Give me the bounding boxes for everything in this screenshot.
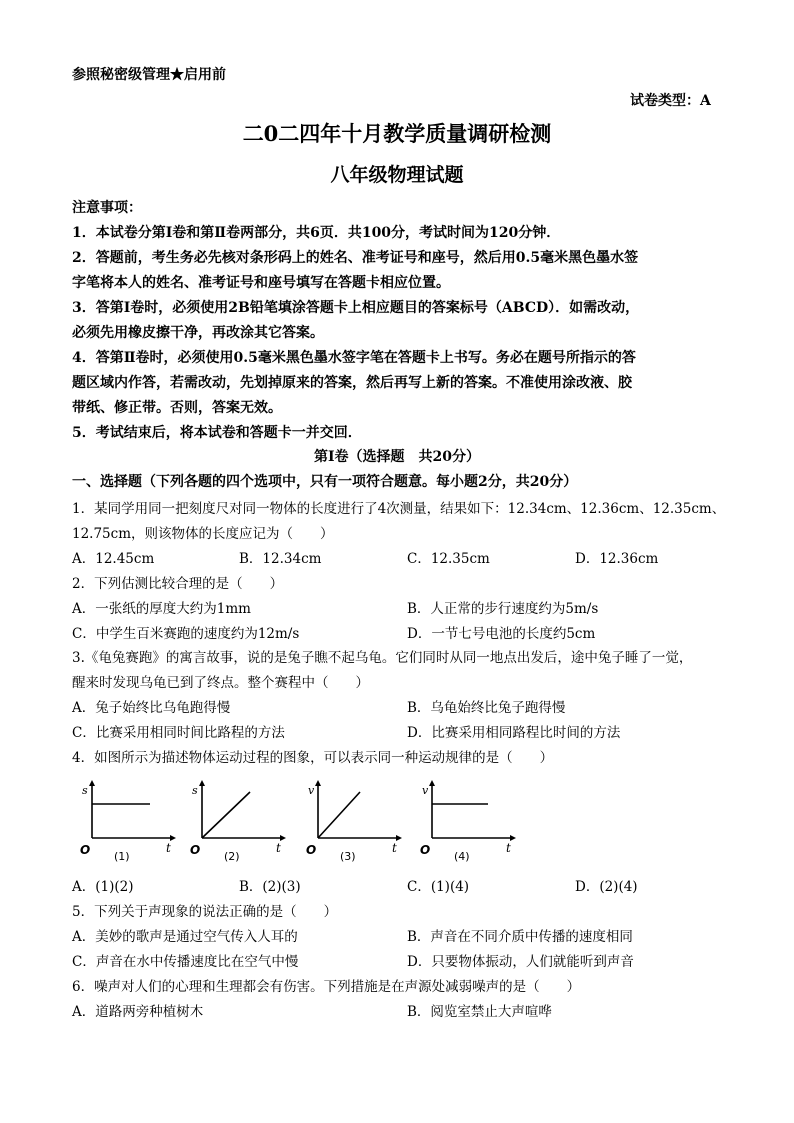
notice-line: 必须先用橡皮擦干净，再改涂其它答案。	[72, 325, 324, 341]
notice-heading: 注意事项：	[72, 200, 142, 216]
option-c: C．中学生百米赛跑的速度约为12m/s	[72, 626, 300, 642]
option-b: B．阅览室禁止大声喧哗	[407, 1004, 552, 1020]
option-b: B．声音在不同介质中传播的速度相同	[407, 929, 633, 945]
exam-title: 二0二四年十月教学质量调研检测	[242, 121, 552, 146]
motion-graph-3	[304, 780, 404, 868]
option-a: A．美妙的歌声是通过空气传入人耳的	[72, 929, 298, 945]
option-b: B．人正常的步行速度约为5m/s	[407, 601, 599, 617]
notice-line: 题区域内作答，若需改动，先划掉原来的答案，然后再写上新的答案。不准使用涂改液、胶	[72, 375, 632, 391]
graph-label: (4)	[454, 850, 470, 863]
axis-label-y: s	[192, 784, 198, 797]
motion-graph-4	[418, 780, 518, 868]
notice-line: 4．答第Ⅱ卷时，必须使用0.5毫米黑色墨水签字笔在答题卡上书写。务必在题号所指示的答	[72, 350, 636, 366]
graph-label: (1)	[114, 850, 130, 863]
option-a: A．一张纸的厚度大约为1mm	[72, 601, 251, 617]
graph-label: (3)	[340, 850, 356, 863]
axis-label-x: t	[276, 841, 281, 855]
notice-line: 3．答第Ⅰ卷时，必须使用2B铅笔填涂答题卡上相应题目的答案标号（ABCD）．如需改动，	[72, 300, 640, 316]
option-a: A．12.45cm	[72, 551, 155, 567]
motion-graph-2	[188, 780, 288, 868]
secret-level-label: 参照秘密级管理★启用前	[72, 67, 226, 83]
exam-subtitle: 八年级物理试题	[330, 164, 464, 186]
origin-label: O	[306, 843, 317, 857]
option-d: D．12.36cm	[575, 551, 659, 567]
question-stem: 6．噪声对人们的心理和生理都会有伤害。下列措施是在声源处减弱噪声的是（ ）	[72, 979, 581, 995]
part-heading: 一、选择题（下列各题的四个选项中，只有一项符合题意。每小题2分，共20分）	[72, 474, 578, 490]
question-stem: 醒来时发现乌龟已到了终点。整个赛程中（ ）	[72, 675, 369, 691]
option-d: D．比赛采用相同路程比时间的方法	[407, 725, 621, 741]
option-b: B．乌龟始终比兔子跑得慢	[407, 700, 566, 716]
notice-line: 字笔将本人的姓名、准考证号和座号填写在答题卡相应位置。	[72, 275, 450, 291]
option-b: B．(2)(3)	[239, 879, 301, 895]
notice-line: 5．考试结束后，将本试卷和答题卡一并交回．	[72, 425, 362, 441]
question-stem: 1．某同学用同一把刻度尺对同一物体的长度进行了4次测量，结果如下：12.34cm、12.36cm、12.35cm、	[72, 501, 726, 517]
question-stem: 4．如图所示为描述物体运动过程的图象，可以表示同一种运动规律的是（ ）	[72, 750, 554, 766]
question-stem: 5．下列关于声现象的说法正确的是（ ）	[72, 904, 338, 920]
origin-label: O	[190, 843, 201, 857]
option-c: C．12.35cm	[407, 551, 490, 567]
axis-label-y: s	[82, 784, 88, 797]
notice-line: 2．答题前，考生务必先核对条形码上的姓名、准考证号和座号，然后用0.5毫米黑色墨水签	[72, 250, 639, 266]
question-stem: 12.75cm，则该物体的长度应记为（ ）	[72, 526, 334, 542]
option-d: D．只要物体振动，人们就能听到声音	[407, 954, 634, 970]
notice-line: 1．本试卷分第Ⅰ卷和第Ⅱ卷两部分，共6页．共100分，考试时间为120分钟．	[72, 225, 561, 241]
origin-label: O	[80, 843, 91, 857]
axis-label-x: t	[166, 841, 171, 855]
paper-type-label: 试卷类型：A	[630, 93, 711, 109]
origin-label: O	[420, 843, 431, 857]
motion-graph-1	[78, 780, 178, 868]
section-title: 第Ⅰ卷（选择题 共20分）	[313, 449, 481, 465]
notice-line: 带纸、修正带。否则，答案无效。	[72, 400, 282, 416]
axis-label-x: t	[392, 841, 397, 855]
question-stem: 3.《龟兔赛跑》的寓言故事，说的是兔子瞧不起乌龟。它们同时从同一地点出发后，途中兔子睡了一觉，	[72, 650, 693, 666]
axis-label-y: v	[422, 784, 429, 797]
option-d: D．一节七号电池的长度约5cm	[407, 626, 596, 642]
option-a: A．道路两旁种植树木	[72, 1004, 204, 1020]
option-c: C．声音在水中传播速度比在空气中慢	[72, 954, 299, 970]
option-b: B．12.34cm	[239, 551, 322, 567]
graph-label: (2)	[224, 850, 240, 863]
option-a: A．(1)(2)	[72, 879, 134, 895]
axis-label-x: t	[506, 841, 511, 855]
question-stem: 2．下列估测比较合理的是（ ）	[72, 576, 284, 592]
option-d: D．(2)(4)	[575, 879, 638, 895]
axis-label-y: v	[308, 784, 315, 797]
option-a: A．兔子始终比乌龟跑得慢	[72, 700, 231, 716]
option-c: C．(1)(4)	[407, 879, 470, 895]
option-c: C．比赛采用相同时间比路程的方法	[72, 725, 285, 741]
